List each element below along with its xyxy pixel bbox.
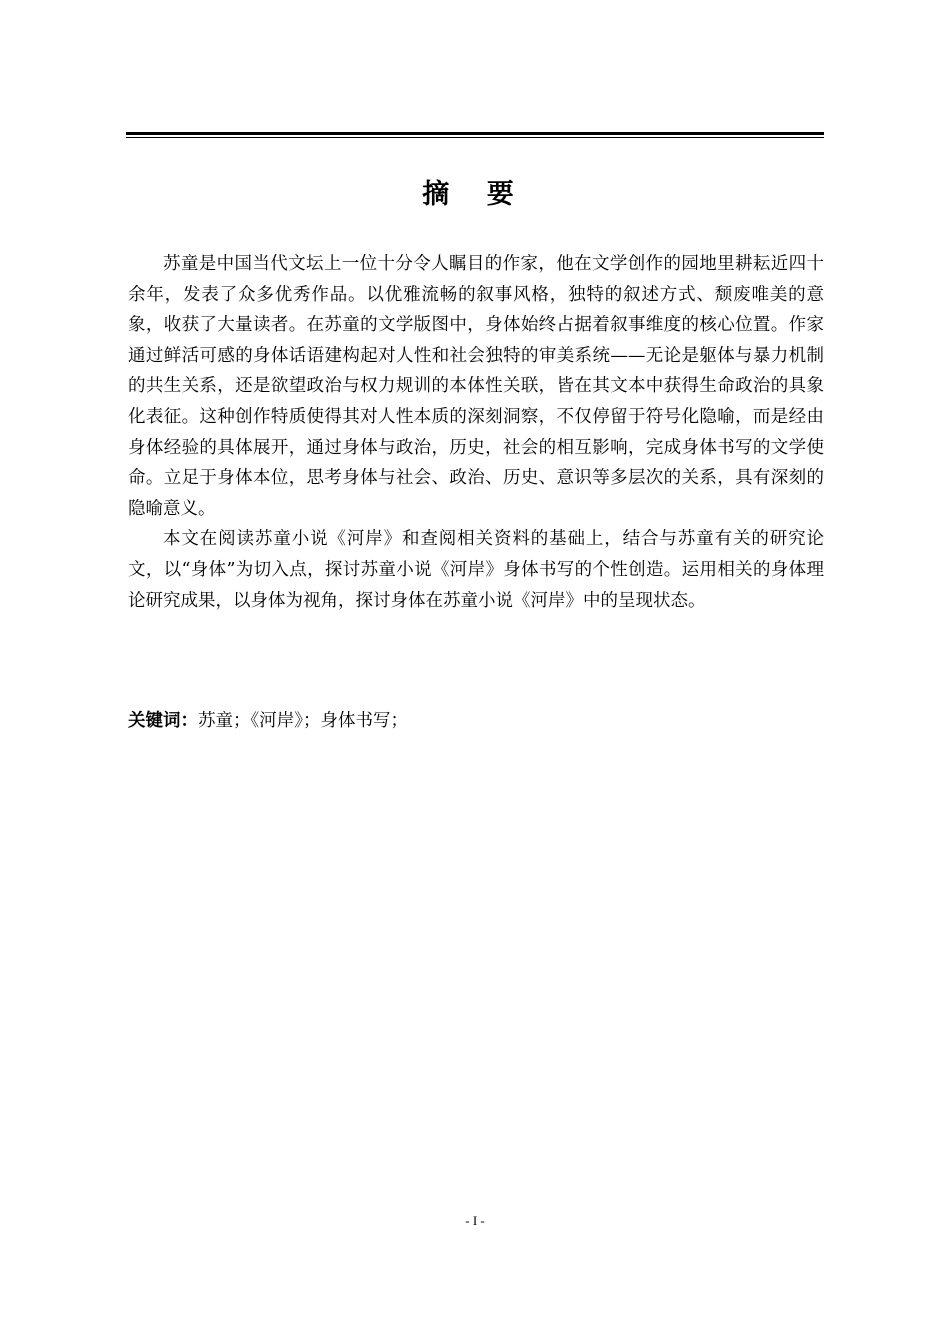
page-number: - I - (465, 1213, 485, 1228)
abstract-body (128, 249, 824, 616)
keywords-line (128, 706, 824, 736)
header-rule-thin-line (126, 137, 824, 138)
abstract-paragraph-2: 本文在阅读苏童小说《河岸》和查阅相关资料的基础上，结合与苏童有关的研究论文，以“身体”为切入点，探讨苏童小说《河岸》身体书写的个性创造。运用相关的身体理论研究成果，以身体为视角，探讨身体在苏童小说《河岸》中的呈现状态。 (128, 529, 824, 611)
keywords-label: 关键词： (128, 711, 198, 731)
header-double-rule (126, 132, 824, 139)
abstract-title: 摘 要 (422, 179, 528, 210)
keywords-value: 苏童；《河岸》；身体书写； (198, 711, 408, 731)
abstract-paragraph-1: 苏童是中国当代文坛上一位十分令人瞩目的作家，他在文学创作的园地里耕耘近四十余年，发表了众多优秀作品。以优雅流畅的叙事风格，独特的叙述方式、颓废唯美的意象，收获了大量读者。在苏童的文学版图中，身体始终占据着叙事维度的核心位置。作家通过鲜活可感的身体话语建构起对人性和社会独特的审美系统——无论是躯体与暴力机制的共生关系，还是欲望政治与权力规训的本体性关联，皆在其文本中获得生命政治的具象化表征。这种创作特质使得其对人性本质的深刻洞察，不仅停留于符号化隐喻，而是经由身体经验的具体展开，通过身体与政治，历史，社会的相互影响，完成身体书写的文学使命。立足于身体本位，思考身体与社会、政治、历史、意识等多层次的关系，具有深刻的隐喻意义。 (128, 254, 824, 519)
header-rule-thick-line (126, 132, 824, 135)
